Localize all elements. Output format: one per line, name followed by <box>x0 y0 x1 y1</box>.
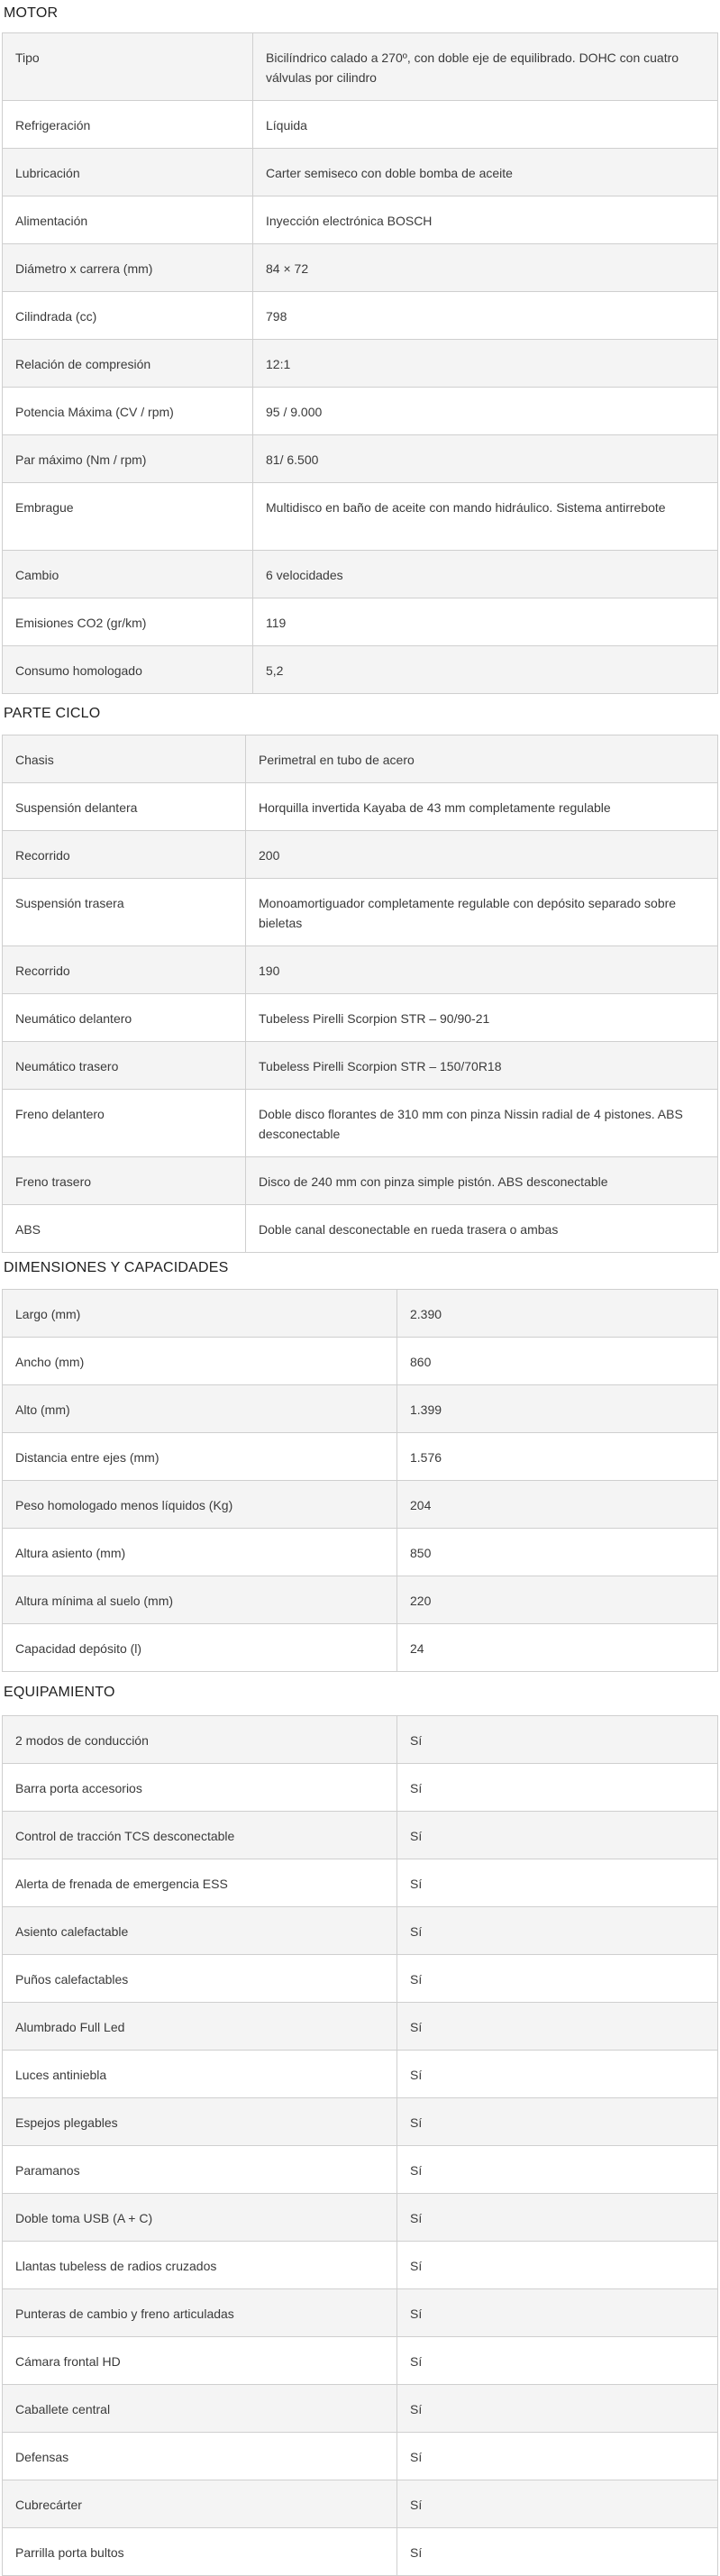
section-title-motor: MOTOR <box>4 5 59 21</box>
table-row <box>3 2146 718 2194</box>
spec-label: Emisiones CO2 (gr/km) <box>3 598 253 646</box>
spec-label: Alumbrado Full Led <box>3 2003 397 2051</box>
table-row <box>3 2433 718 2480</box>
spec-value: Multidisco en baño de aceite con mando hidráulico. Sistema antirrebote <box>253 483 718 551</box>
table-row <box>3 244 718 292</box>
spec-value: Sí <box>397 2051 718 2098</box>
spec-label: Consumo homologado <box>3 646 253 694</box>
table-row <box>3 2003 718 2051</box>
spec-value: 84 × 72 <box>253 244 718 292</box>
spec-value: Disco de 240 mm con pinza simple pistón. ABS desconectable <box>246 1157 718 1205</box>
table-row <box>3 1338 718 1385</box>
spec-label: Defensas <box>3 2433 397 2480</box>
table-row <box>3 1859 718 1907</box>
section-title-equipamiento: EQUIPAMIENTO <box>4 1685 115 1700</box>
table-row <box>3 1205 718 1253</box>
spec-value: Sí <box>397 2289 718 2337</box>
table-row <box>3 994 718 1042</box>
table-row <box>3 831 718 879</box>
spec-label: Alto (mm) <box>3 1385 397 1433</box>
table-row <box>3 2242 718 2289</box>
spec-label: Peso homologado menos líquidos (Kg) <box>3 1481 397 1529</box>
spec-value: Doble disco florantes de 310 mm con pinza Nissin radial de 4 pistones. ABS desconectable <box>246 1090 718 1157</box>
table-row <box>3 1433 718 1481</box>
spec-label: 2 modos de conducción <box>3 1716 397 1764</box>
table-row <box>3 149 718 196</box>
table-row <box>3 2051 718 2098</box>
spec-value: Tubeless Pirelli Scorpion STR – 150/70R18 <box>246 1042 718 1090</box>
spec-value: Carter semiseco con doble bomba de aceite <box>253 149 718 196</box>
table-row <box>3 551 718 598</box>
spec-label: ABS <box>3 1205 246 1253</box>
spec-label: Lubricación <box>3 149 253 196</box>
spec-label: Suspensión trasera <box>3 879 246 946</box>
motor-table <box>2 32 718 694</box>
table-row <box>3 1090 718 1157</box>
spec-value: Sí <box>397 2098 718 2146</box>
spec-value: Horquilla invertida Kayaba de 43 mm completamente regulable <box>246 783 718 831</box>
spec-label: Punteras de cambio y freno articuladas <box>3 2289 397 2337</box>
spec-value: Sí <box>397 2433 718 2480</box>
spec-value: 860 <box>397 1338 718 1385</box>
table-row <box>3 1955 718 2003</box>
spec-label: Puños calefactables <box>3 1955 397 2003</box>
table-row <box>3 388 718 435</box>
spec-value: Doble canal desconectable en rueda trasera o ambas <box>246 1205 718 1253</box>
table-row <box>3 1290 718 1338</box>
spec-label: Parrilla porta bultos <box>3 2528 397 2576</box>
spec-label: Par máximo (Nm / rpm) <box>3 435 253 483</box>
spec-label: Alimentación <box>3 196 253 244</box>
spec-value: Sí <box>397 2194 718 2242</box>
spec-value: 200 <box>246 831 718 879</box>
spec-value: Sí <box>397 1907 718 1955</box>
spec-value: Sí <box>397 1764 718 1812</box>
spec-value: 6 velocidades <box>253 551 718 598</box>
spec-label: Doble toma USB (A + C) <box>3 2194 397 2242</box>
spec-label: Paramanos <box>3 2146 397 2194</box>
spec-label: Freno delantero <box>3 1090 246 1157</box>
spec-value: 220 <box>397 1576 718 1624</box>
spec-label: Relación de compresión <box>3 340 253 388</box>
equipamiento-table <box>2 1715 718 2576</box>
spec-label: Diámetro x carrera (mm) <box>3 244 253 292</box>
spec-value: Sí <box>397 2480 718 2528</box>
table-row <box>3 1716 718 1764</box>
table-row <box>3 946 718 994</box>
spec-label: Llantas tubeless de radios cruzados <box>3 2242 397 2289</box>
spec-label: Distancia entre ejes (mm) <box>3 1433 397 1481</box>
spec-label: Neumático trasero <box>3 1042 246 1090</box>
table-row <box>3 483 718 551</box>
spec-label: Barra porta accesorios <box>3 1764 397 1812</box>
spec-value: Sí <box>397 1812 718 1859</box>
table-row <box>3 292 718 340</box>
spec-value: Sí <box>397 2385 718 2433</box>
spec-label: Altura asiento (mm) <box>3 1529 397 1576</box>
spec-value: Bicilíndrico calado a 270º, con doble eje de equilibrado. DOHC con cuatro válvulas por cilindro <box>253 33 718 101</box>
spec-label: Embrague <box>3 483 253 551</box>
table-row <box>3 2289 718 2337</box>
spec-label: Largo (mm) <box>3 1290 397 1338</box>
table-row <box>3 1576 718 1624</box>
spec-value: Inyección electrónica BOSCH <box>253 196 718 244</box>
spec-value: 5,2 <box>253 646 718 694</box>
spec-value: Sí <box>397 2003 718 2051</box>
table-row <box>3 735 718 783</box>
spec-label: Ancho (mm) <box>3 1338 397 1385</box>
spec-value: Monoamortiguador completamente regulable con depósito separado sobre bieletas <box>246 879 718 946</box>
spec-label: Recorrido <box>3 831 246 879</box>
table-row <box>3 196 718 244</box>
table-row <box>3 1042 718 1090</box>
spec-label: Refrigeración <box>3 101 253 149</box>
spec-label: Cámara frontal HD <box>3 2337 397 2385</box>
spec-label: Cilindrada (cc) <box>3 292 253 340</box>
spec-label: Altura mínima al suelo (mm) <box>3 1576 397 1624</box>
spec-value: 95 / 9.000 <box>253 388 718 435</box>
spec-label: Recorrido <box>3 946 246 994</box>
spec-label: Tipo <box>3 33 253 101</box>
spec-value: Sí <box>397 2528 718 2576</box>
table-row <box>3 1764 718 1812</box>
spec-label: Freno trasero <box>3 1157 246 1205</box>
spec-value: 81/ 6.500 <box>253 435 718 483</box>
table-row <box>3 2385 718 2433</box>
table-row <box>3 1907 718 1955</box>
table-row <box>3 646 718 694</box>
spec-label: Neumático delantero <box>3 994 246 1042</box>
table-row <box>3 33 718 101</box>
spec-label: Suspensión delantera <box>3 783 246 831</box>
table-row <box>3 1812 718 1859</box>
spec-value: 798 <box>253 292 718 340</box>
spec-label: Cambio <box>3 551 253 598</box>
spec-value: Perimetral en tubo de acero <box>246 735 718 783</box>
spec-label: Chasis <box>3 735 246 783</box>
spec-label: Espejos plegables <box>3 2098 397 2146</box>
spec-value: Sí <box>397 2337 718 2385</box>
spec-value: Sí <box>397 1716 718 1764</box>
table-row <box>3 1157 718 1205</box>
table-row <box>3 1529 718 1576</box>
spec-value: 12:1 <box>253 340 718 388</box>
table-row <box>3 2337 718 2385</box>
spec-value: 24 <box>397 1624 718 1672</box>
spec-value: 1.399 <box>397 1385 718 1433</box>
spec-value: Sí <box>397 1859 718 1907</box>
spec-value: Sí <box>397 2242 718 2289</box>
table-row <box>3 101 718 149</box>
spec-label: Caballete central <box>3 2385 397 2433</box>
spec-label: Alerta de frenada de emergencia ESS <box>3 1859 397 1907</box>
spec-label: Asiento calefactable <box>3 1907 397 1955</box>
table-row <box>3 2098 718 2146</box>
table-row <box>3 340 718 388</box>
spec-value: 2.390 <box>397 1290 718 1338</box>
table-row <box>3 783 718 831</box>
dimensiones-table <box>2 1289 718 1672</box>
spec-value: 1.576 <box>397 1433 718 1481</box>
table-row <box>3 1481 718 1529</box>
table-row <box>3 1385 718 1433</box>
parte-ciclo-table <box>2 735 718 1253</box>
spec-value: Líquida <box>253 101 718 149</box>
spec-value: Sí <box>397 2146 718 2194</box>
section-title-parte-ciclo: PARTE CICLO <box>4 706 101 721</box>
spec-value: Tubeless Pirelli Scorpion STR – 90/90-21 <box>246 994 718 1042</box>
spec-label: Capacidad depósito (l) <box>3 1624 397 1672</box>
spec-value: Sí <box>397 1955 718 2003</box>
table-row <box>3 1624 718 1672</box>
table-row <box>3 435 718 483</box>
spec-value: 119 <box>253 598 718 646</box>
spec-value: 204 <box>397 1481 718 1529</box>
spec-value: 850 <box>397 1529 718 1576</box>
table-row <box>3 598 718 646</box>
spec-label: Control de tracción TCS desconectable <box>3 1812 397 1859</box>
table-row <box>3 879 718 946</box>
table-row <box>3 2480 718 2528</box>
table-row <box>3 2194 718 2242</box>
spec-label: Cubrecárter <box>3 2480 397 2528</box>
spec-value: 190 <box>246 946 718 994</box>
section-title-dimensiones: DIMENSIONES Y CAPACIDADES <box>4 1260 229 1275</box>
spec-label: Luces antiniebla <box>3 2051 397 2098</box>
spec-label: Potencia Máxima (CV / rpm) <box>3 388 253 435</box>
